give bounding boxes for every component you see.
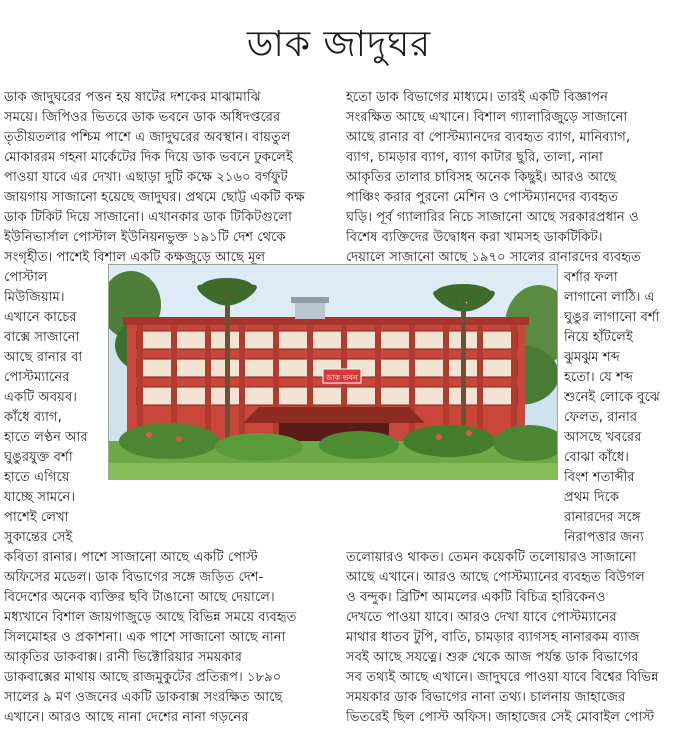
text-line: কবিতা রানার। পাশে সাজানো আছে একটি পোস্ট [4, 550, 258, 565]
text-line: আকৃতির ডাকবাক্স। রানী ভিক্টোরিয়ার সময়কার [4, 650, 243, 665]
text-line: বিংশ শতাব্দীর [564, 470, 635, 485]
text-line: ডাক জাদুঘরের পত্তন হয় ষাটের দশকের মাঝামাঝি [4, 90, 261, 105]
text-line: হতো। যে শব্দ [564, 370, 634, 385]
text-line: মোকাররম গহনা মার্কেটের দিক দিয়ে ডাক ভবনে ঢুকলেই [4, 150, 293, 165]
text-line: আছে এখানে। আরও আছে পোস্টম্যানের ব্যবহৃত বিউগল [346, 570, 645, 585]
text-line: এখানে কাচের [4, 310, 77, 325]
text-line: সিলমোহর ও প্রকাশনা। এক পাশে সাজানো আছে নানা [4, 630, 286, 645]
text-line: একটি অবয়ব। [4, 390, 77, 405]
building-sign: ডাক ভবন [326, 373, 358, 382]
postal-building-photo [108, 264, 558, 480]
text-line: ডাকবাক্সের মাথায় আছে রাজমুকুটের প্রতিরূপ। ১৮৯০ [4, 670, 282, 685]
text-line: অফিসের মডেল। ডাক বিভাগের সঙ্গে জড়িত দেশ- [4, 570, 264, 585]
text-line: এখানে। আরও আছে নানা দেশের নানা গড়নের [4, 710, 249, 725]
text-line: ঝুমঝুম শব্দ [564, 350, 620, 365]
text-line: কাঁধে ব্যাগ, [4, 410, 62, 425]
text-line: হাতে এগিয়ে [4, 470, 70, 485]
text-line: শুনেই লোকে বুঝে [564, 390, 660, 405]
text-line: বিশেষ ব্যক্তিদের উদ্বোধন করা খামসহ ডাকটিকিট। [346, 230, 603, 245]
text-line: দেয়ালে সাজানো আছে ১৯৭০ সালের রানারদের ব্যবহৃত [346, 250, 641, 265]
text-line: আছে রানার বা পোস্টম্যানদের ব্যবহৃত ব্যাগ, মানিব্যাগ, [346, 130, 631, 145]
text-line: সংগৃহীত। পাশেই বিশাল একটি কক্ষজুড়ে আছে মূল [4, 250, 266, 265]
text-line: যাচ্ছে সামনে। [4, 490, 76, 505]
text-line: সময়ে। জিপিওর ভিতরে ডাক ভবনে ডাক অধিদপ্তরের [4, 110, 281, 125]
text-line: পোস্টম্যানের [4, 370, 70, 385]
text-line: সব তথ্যই আছে এখানে। জাদুঘরে পাওয়া যাবে বিশ্বের বিভিন্ন [346, 670, 659, 685]
article-title: ডাক জাদুঘর [246, 24, 432, 65]
text-line: আছে রানার বা [4, 350, 83, 365]
text-line: সবই আছে সযত্নে। শুরু থেকে আজ পর্যন্ত ডাক বিভাগের [346, 650, 639, 665]
text-line: বর্শার ফলা [564, 270, 618, 285]
text-line: ভিতরেই ছিল পোস্ট অফিস। জাহাজের সেই মোবাইল পোস্ট [346, 710, 655, 725]
text-line: হাতে লণ্ঠন আর [4, 430, 88, 445]
text-line: ফেলত, রানার [564, 410, 638, 425]
text-line: দেখতে পাওয়া যাবে। আরও দেখা যাবে পোস্টম্যানের [346, 610, 617, 625]
text-line: হতো ডাক বিভাগের মাধ্যমে। তারই একটি বিজ্ঞাপন [346, 90, 608, 105]
text-line: ডাক টিকিট দিয়ে সাজানো। এখানকার ডাক টিকিটগুলো [4, 210, 292, 225]
text-line: ঘড়ি। পূর্ব গ্যালারির নিচে সাজানো আছে সরকারপ্রধান ও [346, 210, 639, 225]
text-line: আসছে খবরের [564, 430, 642, 445]
text-line: ব্যাগ, চামড়ার ব্যাগ, ব্যাগ কাটার ছুরি, তালা, নানা [346, 150, 603, 165]
text-line: নিয়ে হাঁটলেই [564, 330, 633, 345]
text-line: মধ্যখানে বিশাল জায়গাজুড়ে আছে বিভিন্ন সময়ে ব্যবহৃত [4, 610, 297, 625]
text-line: সংরক্ষিত আছে এখানে। বিশাল গ্যালারিজুড়ে সাজানো [346, 110, 628, 125]
text-line: ও বন্দুক। ব্রিটিশ আমলের একটি বিচিত্র হারিকেনও [346, 590, 606, 605]
text-line: বিদেশের অনেক ব্যক্তির ছবি টাঙানো আছে দেয়ালে। [4, 590, 275, 605]
text-line: নিরাপত্তার জন্য [564, 530, 644, 545]
text-line: সুকান্তের সেই [4, 530, 73, 545]
text-line: সময়কার ডাক বিভাগের নানা তথ্য। চালনায় জাহাজের [346, 690, 626, 705]
text-line: আকৃতির তালার চাবিসহ অনেক কিছুই। আরও আছে [346, 170, 617, 185]
text-line: পাশেই লেখা [4, 510, 69, 525]
text-line: প্রথম দিকে [564, 490, 620, 505]
text-line: রানারদের সঙ্গে [564, 510, 641, 525]
text-line: বাক্সে সাজানো [4, 330, 80, 345]
text-line: তৃতীয়তলার পশ্চিম পাশে এ জাদুঘরের অবস্থান। বায়তুল [4, 130, 291, 145]
text-line: সালের ৯ মণ ওজনের একটি ডাকবাক্স সংরক্ষিত আছে [4, 690, 283, 705]
text-line: মাথার ধাতব টুপি, বাতি, চামড়ার ব্যাগসহ নানারকম ব্যাজ [346, 630, 640, 645]
text-line: লাগানো লাঠি। এ [564, 290, 655, 305]
text-line: পোস্টাল [4, 270, 48, 285]
text-line: ঘুঙুরযুক্ত বর্শা [4, 450, 73, 465]
text-line: বোঝা কাঁধে। [564, 450, 629, 465]
text-line: তলোয়ারও থাকত। তেমন কয়েকটি তলোয়ারও সাজানো [346, 550, 637, 565]
text-line: পাঞ্চিং করার পুরনো মেশিন ও পোস্টম্যানদের ব্যবহৃত [346, 190, 619, 205]
text-line: জায়গায় সাজানো হয়েছে জাদুঘর। প্রথমে ছোট্ট একটি কক্ষ [4, 190, 305, 205]
text-line: ইউনিভার্সাল পোস্টাল ইউনিয়নভুক্ত ১৯১টি দেশ থেকে [4, 230, 286, 245]
text-line: মিউজিয়াম। [4, 290, 65, 305]
text-line: পাওয়া যাবে এর দেখা। এছাড়া দুটি কক্ষে ২১৬০ বর্গফুট [4, 170, 288, 185]
text-line: ঘুঙুর লাগানো বর্শা [564, 310, 660, 325]
